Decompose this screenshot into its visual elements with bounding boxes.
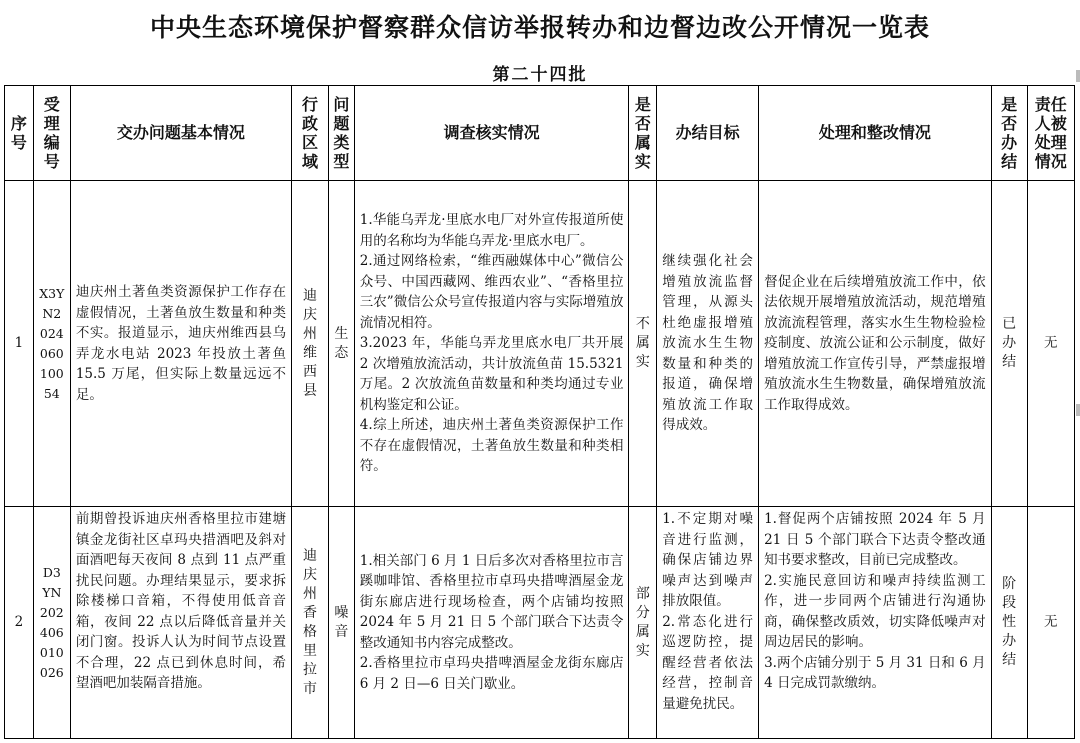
- cell-seq: 2: [5, 507, 34, 739]
- cell-completed: 阶段性办结: [991, 507, 1027, 739]
- investigation-item: 4.综上所述，迪庆州土著鱼类资源保护工作不存在虚假情况，土著鱼放生数量和种类相符。: [359, 417, 624, 475]
- header-verified: 是否属实: [629, 86, 657, 181]
- cell-investigation: [354, 181, 629, 507]
- cell-accountability: 无: [1027, 181, 1074, 507]
- cell-region: 迪庆州香格里拉市: [292, 507, 329, 739]
- cell-id: D3YN202406010026: [33, 507, 70, 739]
- cell-handling: 督促企业在后续增殖放流工作中，依法依规开展增殖放流活动，规范增殖放流流程管理，落实水生生物检验检疫制度、放流公证和公示制度，做好增殖放流工作宣传引导，严禁虚报增殖放流水生生物数量，确保增殖放流工作取得成效。: [759, 181, 992, 507]
- handling-item: 1.督促两个店铺按照 2024 年 5 月 21 日 5 个部门联合下达责令整改通知书要求整改，目前已完成整改。: [764, 511, 986, 568]
- table-row: [5, 181, 1075, 507]
- cell-verified: 部分属实: [629, 507, 657, 739]
- edge-mark: [1076, 404, 1080, 416]
- investigation-item: 1.华能乌弄龙·里底水电厂对外宣传报道所使用的名称均为华能乌弄龙·里底水电厂。: [359, 212, 624, 249]
- investigation-item: 2.香格里拉市卓玛央措啤酒屋金龙街东廊店 6 月 2 日—6 日关门歇业。: [359, 655, 624, 692]
- cell-problem: 前期曾投诉迪庆州香格里拉市建塘镇金龙街社区卓玛央措酒吧及斜对面酒吧每天夜间 8 点到 11 点严重扰民问题。办理结果显示，要求拆除楼梯口音箱，不得使用低音音箱，夜间 22 点以后降低音量并关闭门窗。投诉人认为时间节点设置不合理，22 点已到休息时间，希望酒吧加装隔音措施。: [70, 507, 291, 739]
- goal-item: 1.不定期对噪音进行监测，确保店铺边界噪声达到噪声排放限值。: [662, 511, 754, 609]
- report-table: [4, 85, 1075, 739]
- handling-item: 2.实施民意回访和噪声持续监测工作，进一步同两个店铺进行沟通协商，确保整改质效，切实降低噪声对周边居民的影响。: [764, 572, 986, 650]
- cell-problem: 迪庆州土著鱼类资源保护工作存在虚假情况，土著鱼放生数量和种类不实。报道显示，迪庆州维西县乌弄龙水电站 2023 年投放土著鱼 15.5 万尾，但实际上数量远远不足。: [70, 181, 291, 507]
- cell-verified: 不属实: [629, 181, 657, 507]
- edge-mark: [1076, 70, 1080, 82]
- cell-region: 迪庆州维西县: [292, 181, 329, 507]
- investigation-item: 2.通过网络检索，“维西融媒体中心”微信公众号、中国西藏网、维西农业”、“香格里拉三农”微信公众号宣传报道内容与实际增殖放流情况相符。: [359, 253, 624, 331]
- goal-item: 2.常态化进行巡逻防控，提醒经营者依法经营，控制音量避免扰民。: [662, 613, 754, 712]
- document-title: 中央生态环境保护督察群众信访举报转办和边督边改公开情况一览表: [149, 13, 930, 42]
- header-problem: 交办问题基本情况: [70, 86, 291, 181]
- table-row: [5, 507, 1075, 739]
- header-goal: 办结目标: [657, 86, 759, 181]
- investigation-item: 3.2023 年，华能乌弄龙里底水电厂共开展 2 次增殖放流活动，共计放流鱼苗 15.5321 万尾。2 次放流鱼苗数量和种类均通过专业机构鉴定和公证。: [359, 335, 624, 413]
- cell-investigation: [354, 507, 629, 739]
- header-region: 行政区域: [292, 86, 329, 181]
- header-completed: 是否办结: [991, 86, 1027, 181]
- header-row: [5, 86, 1075, 181]
- header-investigation: 调查核实情况: [354, 86, 629, 181]
- header-id: 受理编号: [33, 86, 70, 181]
- cell-seq: 1: [5, 181, 34, 507]
- cell-goal: 继续强化社会增殖放流监督管理，从源头杜绝虚报增殖放流水生生物数量和种类的报道，确保增殖放流工作取得成效。: [657, 181, 759, 507]
- cell-accountability: 无: [1027, 507, 1074, 739]
- cell-type: 噪音: [329, 507, 355, 739]
- header-seq: 序号: [5, 86, 34, 181]
- header-accountability: 责任人被处理情况: [1027, 86, 1074, 181]
- cell-handling: [759, 507, 992, 739]
- header-handling: 处理和整改情况: [759, 86, 992, 181]
- cell-completed: 已办结: [991, 181, 1027, 507]
- batch-label: 第二十四批: [492, 65, 588, 85]
- header-type: 问题类型: [329, 86, 355, 181]
- cell-type: 生态: [329, 181, 355, 507]
- cell-goal: [657, 507, 759, 739]
- investigation-item: 1.相关部门 6 月 1 日后多次对香格里拉市言蹊咖啡馆、香格里拉市卓玛央措啤酒屋金龙街东廊店进行现场检查，两个店铺均按照 2024 年 5 月 21 日 5 个部门联合下达责令整改通知书内容完成整改。: [359, 552, 624, 651]
- cell-id: X3YN202406010054: [33, 181, 70, 507]
- handling-item: 3.两个店铺分别于 5 月 31 日和 6 月 4 日完成罚款缴纳。: [764, 654, 986, 691]
